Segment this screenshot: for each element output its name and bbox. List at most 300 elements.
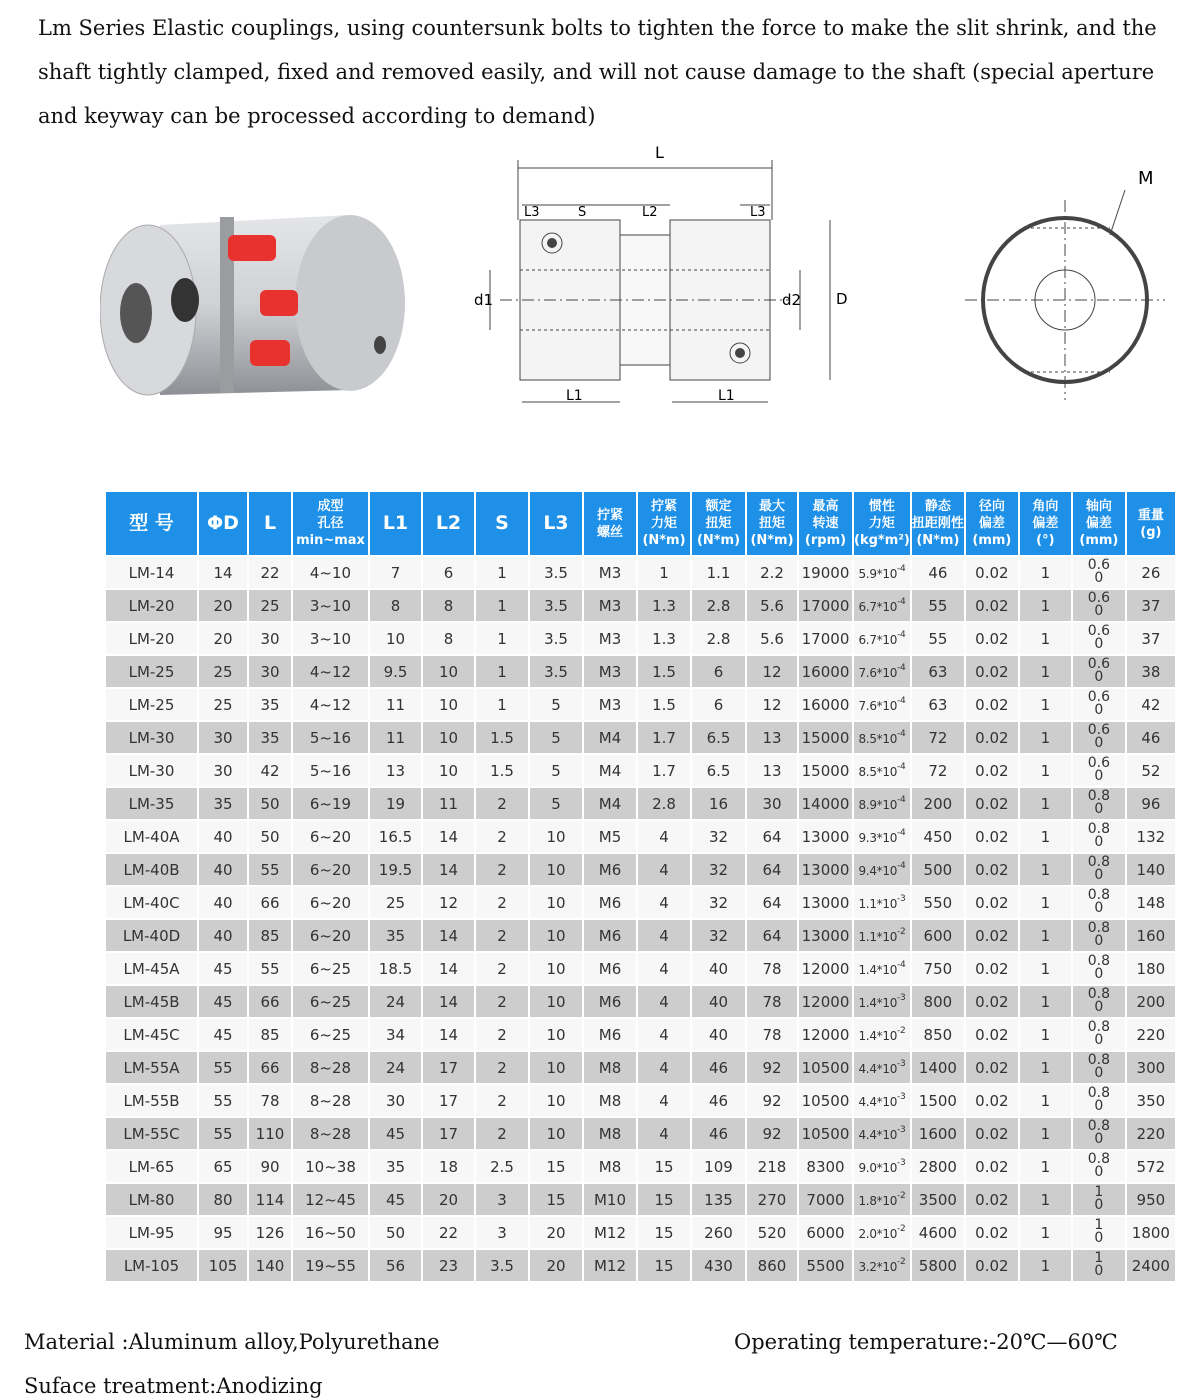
dim-L1-right: L1 [718, 388, 735, 404]
column-header [1126, 491, 1176, 556]
table-cell: 4 [637, 1084, 691, 1117]
axial-lower: 0 [1094, 834, 1104, 850]
table-cell: 12000 [798, 985, 853, 1018]
table-cell: 5 [529, 787, 583, 820]
column-header-line: 额定 [705, 499, 732, 514]
inertia-exponent: -3 [897, 1125, 906, 1135]
table-cell: LM-40D [105, 919, 198, 952]
inertia-exponent: -4 [897, 663, 906, 673]
table-cell: 10 [529, 1084, 583, 1117]
table-cell: 132 [1126, 820, 1176, 853]
table-cell: 15 [637, 1249, 691, 1282]
table-cell: 2 [475, 787, 529, 820]
inertia-base: 1.1*10 [858, 930, 898, 944]
table-cell [1072, 952, 1126, 985]
table-cell: 6~20 [292, 820, 369, 853]
table-cell: 16.5 [369, 820, 422, 853]
axial-lower: 0 [1094, 570, 1104, 586]
table-cell [1072, 1018, 1126, 1051]
table-cell: 1 [475, 622, 529, 655]
table-cell: 1 [1019, 952, 1072, 985]
table-cell: 10 [529, 886, 583, 919]
column-header [422, 491, 475, 556]
table-cell: LM-65 [105, 1150, 198, 1183]
table-cell: M4 [583, 754, 637, 787]
inertia-base: 2.0*10 [858, 1227, 898, 1241]
table-cell [853, 655, 911, 688]
column-header-line: 最大 [758, 499, 785, 514]
table-cell: 90 [248, 1150, 292, 1183]
table-cell: LM-45C [105, 1018, 198, 1051]
table-cell [853, 1051, 911, 1084]
column-header-line: (rpm) [804, 533, 847, 548]
table-cell: 1 [1019, 589, 1072, 622]
table-cell: M4 [583, 787, 637, 820]
table-cell: 40 [691, 985, 746, 1018]
table-cell: LM-35 [105, 787, 198, 820]
table-cell: 1 [475, 589, 529, 622]
table-cell: 56 [369, 1249, 422, 1282]
axial-upper: 0.6 [1087, 656, 1110, 672]
table-cell: 160 [1126, 919, 1176, 952]
table-cell: 1.5 [637, 688, 691, 721]
table-cell: 3.5 [529, 622, 583, 655]
table-cell: 180 [1126, 952, 1176, 985]
table-cell: 7 [369, 556, 422, 589]
column-header-line: 角向 [1032, 499, 1059, 514]
table-cell [1072, 985, 1126, 1018]
table-cell [853, 589, 911, 622]
table-cell: 6 [691, 688, 746, 721]
table-cell: 1600 [911, 1117, 965, 1150]
table-row [105, 589, 1176, 622]
table-cell: 37 [1126, 589, 1176, 622]
dim-L1-left: L1 [566, 388, 583, 404]
table-cell [1072, 1084, 1126, 1117]
axial-lower: 0 [1094, 1197, 1104, 1213]
table-cell: 35 [248, 721, 292, 754]
table-cell [1072, 688, 1126, 721]
table-cell: 1.7 [637, 754, 691, 787]
table-cell: LM-95 [105, 1216, 198, 1249]
column-header-line: 力矩 [868, 516, 895, 531]
axial-upper: 0.8 [1087, 1118, 1110, 1134]
table-cell: 12000 [798, 952, 853, 985]
table-cell: 40 [198, 919, 248, 952]
table-cell: 52 [1126, 754, 1176, 787]
table-row [105, 952, 1176, 985]
table-cell: 0.02 [965, 754, 1019, 787]
inertia-exponent: -4 [897, 564, 906, 574]
table-cell: 20 [529, 1216, 583, 1249]
table-cell: 8300 [798, 1150, 853, 1183]
table-cell: LM-30 [105, 721, 198, 754]
table-cell: 12 [422, 886, 475, 919]
column-header [475, 491, 529, 556]
table-cell: 14000 [798, 787, 853, 820]
inertia-exponent: -2 [897, 1257, 906, 1267]
table-cell: 10 [422, 721, 475, 754]
table-cell: 2 [475, 985, 529, 1018]
table-cell: 8 [422, 622, 475, 655]
table-cell: 46 [691, 1051, 746, 1084]
material-note: Material :Aluminum alloy,Polyurethane [24, 1330, 440, 1354]
table-cell: 20 [529, 1249, 583, 1282]
axial-lower: 0 [1094, 933, 1104, 949]
inertia-base: 9.4*10 [858, 864, 898, 878]
table-cell [1072, 1249, 1126, 1282]
table-cell: M3 [583, 622, 637, 655]
table-cell: 0.02 [965, 853, 1019, 886]
table-cell: 1 [1019, 853, 1072, 886]
inertia-exponent: -3 [897, 1092, 906, 1102]
table-cell: LM-40C [105, 886, 198, 919]
table-cell [1072, 853, 1126, 886]
axial-upper: 0.8 [1087, 1151, 1110, 1167]
table-cell: 24 [369, 1051, 422, 1084]
table-cell: 15 [637, 1183, 691, 1216]
table-cell: 20 [198, 622, 248, 655]
table-cell: 42 [1126, 688, 1176, 721]
table-cell: 1 [1019, 1084, 1072, 1117]
inertia-base: 1.4*10 [858, 1029, 898, 1043]
table-row [105, 721, 1176, 754]
table-cell: 2.5 [475, 1150, 529, 1183]
table-cell: 1.5 [637, 655, 691, 688]
table-cell: 24 [369, 985, 422, 1018]
axial-upper: 1 [1094, 1250, 1104, 1266]
table-cell: 17 [422, 1051, 475, 1084]
inertia-exponent: -4 [897, 630, 906, 640]
dim-L: L [655, 143, 664, 162]
table-cell: 5 [529, 754, 583, 787]
product-description: Lm Series Elastic couplings, using countersunk bolts to tighten the force to make the slit shrink, and the shaft tightly clamped, fixed and removed easily, and will not cause damage to the shaft (special aperture and keyway can be processed according to demand) [38, 16, 1157, 128]
axial-upper: 0.8 [1087, 953, 1110, 969]
table-cell: 1.5 [475, 754, 529, 787]
inertia-exponent: -4 [897, 960, 906, 970]
table-cell: 350 [1126, 1084, 1176, 1117]
axial-upper: 0.8 [1087, 920, 1110, 936]
table-cell: 8 [369, 589, 422, 622]
table-cell: 109 [691, 1150, 746, 1183]
inertia-base: 7.6*10 [858, 666, 898, 680]
inertia-base: 4.4*10 [858, 1128, 898, 1142]
inertia-base: 5.9*10 [858, 567, 898, 581]
table-cell: M4 [583, 721, 637, 754]
axial-upper: 1 [1094, 1184, 1104, 1200]
table-cell: 16~50 [292, 1216, 369, 1249]
axial-lower: 0 [1094, 999, 1104, 1015]
table-cell: LM-40A [105, 820, 198, 853]
table-row [105, 1183, 1176, 1216]
table-cell: M12 [583, 1216, 637, 1249]
table-cell: 15000 [798, 721, 853, 754]
axial-upper: 0.8 [1087, 887, 1110, 903]
table-cell: 2.8 [691, 589, 746, 622]
column-header-line: (N*m) [916, 533, 960, 548]
column-header [1072, 491, 1126, 556]
table-cell: 10 [529, 985, 583, 1018]
table-cell [853, 721, 911, 754]
table-cell: 220 [1126, 1117, 1176, 1150]
table-cell: 300 [1126, 1051, 1176, 1084]
coupling-photo [100, 205, 430, 405]
table-cell [1072, 622, 1126, 655]
table-row [105, 853, 1176, 886]
table-cell: 13000 [798, 919, 853, 952]
table-cell: 2800 [911, 1150, 965, 1183]
table-row [105, 787, 1176, 820]
table-cell: 12 [746, 655, 798, 688]
table-cell: 0.02 [965, 886, 1019, 919]
column-header-line: 重量 [1137, 507, 1164, 523]
table-cell: 2 [475, 1018, 529, 1051]
table-cell [853, 556, 911, 589]
axial-upper: 0.8 [1087, 1052, 1110, 1068]
table-cell: 1 [1019, 721, 1072, 754]
table-cell [853, 754, 911, 787]
table-cell: 1400 [911, 1051, 965, 1084]
table-cell: 5 [529, 721, 583, 754]
table-cell: 35 [198, 787, 248, 820]
table-cell: 1 [1019, 1117, 1072, 1150]
table-cell: 17 [422, 1084, 475, 1117]
table-cell: 55 [911, 622, 965, 655]
table-cell: 30 [369, 1084, 422, 1117]
table-cell: 32 [691, 820, 746, 853]
table-cell: 55 [198, 1084, 248, 1117]
table-cell: 25 [369, 886, 422, 919]
axial-upper: 0.6 [1087, 590, 1110, 606]
table-cell: 1 [475, 556, 529, 589]
table-cell: 1.5 [475, 721, 529, 754]
inertia-base: 3.2*10 [858, 1260, 898, 1274]
table-row [105, 622, 1176, 655]
table-cell [853, 919, 911, 952]
table-row [105, 655, 1176, 688]
table-cell: 8~28 [292, 1051, 369, 1084]
table-cell: 2 [475, 1117, 529, 1150]
table-cell: 500 [911, 853, 965, 886]
table-cell: 135 [691, 1183, 746, 1216]
table-row [105, 754, 1176, 787]
table-cell: LM-25 [105, 688, 198, 721]
table-cell: LM-14 [105, 556, 198, 589]
table-cell: 17000 [798, 622, 853, 655]
table-cell: 20 [198, 589, 248, 622]
table-cell: 6~25 [292, 1018, 369, 1051]
column-header-line: 最高 [812, 499, 839, 514]
inertia-exponent: -2 [897, 1026, 906, 1036]
axial-lower: 0 [1094, 966, 1104, 982]
table-cell: 3.5 [475, 1249, 529, 1282]
dim-S: S [578, 205, 587, 220]
column-header-line: 静态 [924, 499, 951, 514]
column-header [1019, 491, 1072, 556]
table-cell: 19000 [798, 556, 853, 589]
table-cell: 2 [475, 1084, 529, 1117]
table-cell [1072, 1150, 1126, 1183]
axial-lower: 0 [1094, 702, 1104, 718]
axial-lower: 0 [1094, 801, 1104, 817]
table-cell: 4~10 [292, 556, 369, 589]
table-cell: 40 [198, 820, 248, 853]
table-cell: 92 [746, 1051, 798, 1084]
table-cell: 1 [1019, 985, 1072, 1018]
column-header-line: L3 [543, 512, 569, 534]
table-cell: 30 [248, 622, 292, 655]
table-cell: 2 [475, 853, 529, 886]
table-cell: M3 [583, 556, 637, 589]
table-cell: 1 [1019, 1216, 1072, 1249]
inertia-base: 1.1*10 [858, 897, 898, 911]
inertia-exponent: -2 [897, 1224, 906, 1234]
table-cell: 110 [248, 1117, 292, 1150]
table-cell: 64 [746, 820, 798, 853]
column-header-line: S [495, 512, 509, 534]
table-cell: 140 [248, 1249, 292, 1282]
table-cell: 10 [529, 820, 583, 853]
axial-upper: 0.8 [1087, 1019, 1110, 1035]
table-cell: 4600 [911, 1216, 965, 1249]
table-cell: 3500 [911, 1183, 965, 1216]
table-cell: 15 [637, 1150, 691, 1183]
axial-upper: 0.6 [1087, 722, 1110, 738]
table-cell: 1 [1019, 1183, 1072, 1216]
table-cell: 0.02 [965, 1216, 1019, 1249]
table-cell: LM-40B [105, 853, 198, 886]
axial-upper: 0.8 [1087, 788, 1110, 804]
table-cell: 5~16 [292, 721, 369, 754]
axial-lower: 0 [1094, 1164, 1104, 1180]
table-cell [853, 1249, 911, 1282]
table-cell: 19.5 [369, 853, 422, 886]
axial-lower: 0 [1094, 867, 1104, 883]
table-cell [853, 622, 911, 655]
table-cell: 30 [746, 787, 798, 820]
table-cell: M8 [583, 1150, 637, 1183]
table-cell: LM-55B [105, 1084, 198, 1117]
table-cell: LM-20 [105, 589, 198, 622]
table-cell: 78 [746, 1018, 798, 1051]
table-cell: 45 [198, 985, 248, 1018]
axial-lower: 0 [1094, 900, 1104, 916]
column-header [691, 491, 746, 556]
table-cell: 140 [1126, 853, 1176, 886]
table-cell: 3~10 [292, 622, 369, 655]
table-cell: M8 [583, 1051, 637, 1084]
inertia-exponent: -4 [897, 828, 906, 838]
table-cell: M6 [583, 985, 637, 1018]
table-cell: 23 [422, 1249, 475, 1282]
table-cell: 1 [1019, 820, 1072, 853]
column-header [853, 491, 911, 556]
table-cell: 5.6 [746, 589, 798, 622]
dim-L2: L2 [642, 205, 658, 220]
table-cell [1072, 754, 1126, 787]
axial-upper: 1 [1094, 1217, 1104, 1233]
table-cell: 105 [198, 1249, 248, 1282]
table-cell: 4 [637, 985, 691, 1018]
table-cell: 0.02 [965, 1150, 1019, 1183]
table-cell: 6 [422, 556, 475, 589]
table-cell: 3.5 [529, 556, 583, 589]
table-cell: 3 [475, 1216, 529, 1249]
table-cell: 25 [248, 589, 292, 622]
inertia-exponent: -4 [897, 762, 906, 772]
table-cell: 430 [691, 1249, 746, 1282]
table-cell: M12 [583, 1249, 637, 1282]
table-cell: 10500 [798, 1117, 853, 1150]
table-cell: 7000 [798, 1183, 853, 1216]
table-cell: 1 [637, 556, 691, 589]
table-cell: M10 [583, 1183, 637, 1216]
table-cell [853, 985, 911, 1018]
table-cell: 15 [637, 1216, 691, 1249]
inertia-base: 9.3*10 [858, 831, 898, 845]
table-cell: 40 [198, 886, 248, 919]
column-header-line: 转速 [812, 516, 839, 531]
inertia-exponent: -3 [897, 894, 906, 904]
table-cell: 3.5 [529, 589, 583, 622]
table-cell: 12000 [798, 1018, 853, 1051]
column-header [637, 491, 691, 556]
table-cell: 2 [475, 886, 529, 919]
table-cell: 1 [475, 655, 529, 688]
table-cell: 4 [637, 1117, 691, 1150]
table-cell: 11 [422, 787, 475, 820]
table-cell: 1 [1019, 886, 1072, 919]
table-cell: LM-105 [105, 1249, 198, 1282]
column-header-line: 力矩 [650, 516, 677, 531]
table-cell: 200 [1126, 985, 1176, 1018]
table-cell: 520 [746, 1216, 798, 1249]
table-cell: 800 [911, 985, 965, 1018]
table-cell: 1 [1019, 787, 1072, 820]
table-cell: 50 [248, 787, 292, 820]
axial-lower: 0 [1094, 1065, 1104, 1081]
column-header-line: (N*m) [642, 533, 686, 548]
table-cell: 14 [198, 556, 248, 589]
axial-lower: 0 [1094, 1263, 1104, 1279]
inertia-exponent: -3 [897, 1059, 906, 1069]
column-header-line: 扭距刚性 [911, 516, 964, 531]
table-cell: 0.02 [965, 688, 1019, 721]
table-cell: 6~20 [292, 886, 369, 919]
table-cell: 4 [637, 919, 691, 952]
table-row [105, 1117, 1176, 1150]
table-cell: 8 [422, 589, 475, 622]
inertia-exponent: -4 [897, 795, 906, 805]
table-cell: 40 [198, 853, 248, 886]
inertia-base: 8.9*10 [858, 798, 898, 812]
table-cell: 0.02 [965, 1051, 1019, 1084]
column-header-line: 偏差 [978, 516, 1005, 531]
table-cell: 55 [198, 1117, 248, 1150]
table-cell: 30 [198, 721, 248, 754]
table-cell: 10 [422, 655, 475, 688]
table-cell: LM-55A [105, 1051, 198, 1084]
column-header-line: L1 [382, 512, 409, 534]
column-header-line: (mm) [1079, 533, 1119, 548]
table-cell: 85 [248, 919, 292, 952]
table-cell: 45 [198, 952, 248, 985]
table-cell: 78 [248, 1084, 292, 1117]
table-row [105, 919, 1176, 952]
column-header [583, 491, 637, 556]
inertia-exponent: -2 [897, 1191, 906, 1201]
table-cell: 19 [369, 787, 422, 820]
